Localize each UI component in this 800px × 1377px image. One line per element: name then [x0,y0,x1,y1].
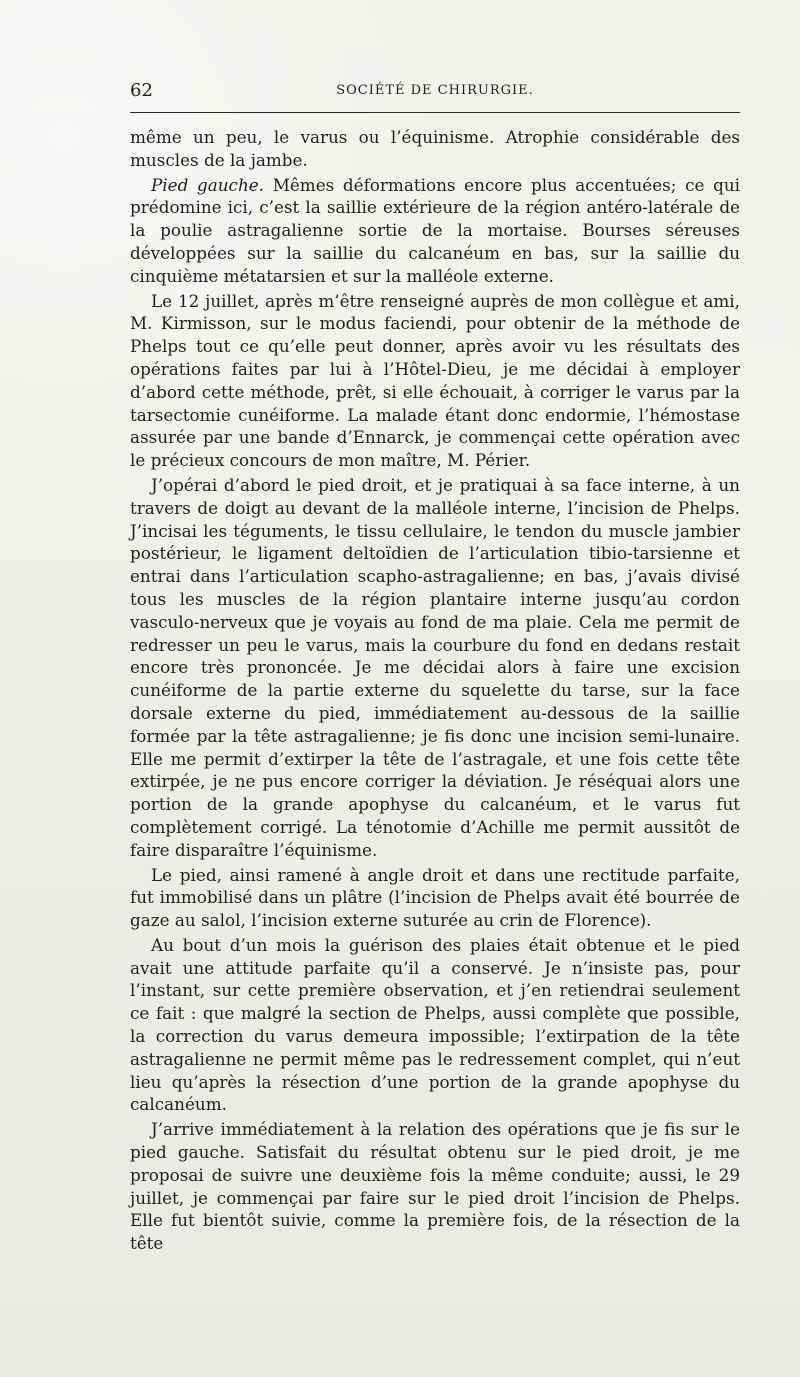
paragraph-1 [130,126,740,172]
paragraph-2-text: Mêmes déformations encore plus accentuées; ce qui prédomine ici, c’est la saillie extérieure de la région antéro-latérale de la poulie astragalienne sortie de la mortaise. Bourses séreuses développées sur la saillie du calcanéum en bas, sur la saillie du cinquième métatarsien et sur la malléole externe. [130,174,740,286]
paragraph-7-text: J’arrive immédiatement à la relation des opérations que je fis sur le pied gauche. Satisfait du résultat obtenu sur le pied droit, je me proposai de suivre une deuxième fois la même conduite; aussi, le 29 juillet, je commençai par faire sur le pied droit l’incision de Phelps. Elle fut bientôt suivie, comme la première fois, de la résection de la tête [130,1119,740,1254]
paragraph-6 [130,934,740,1116]
running-head: SOCIÉTÉ DE CHIRURGIE. [336,83,534,98]
page-header [130,80,740,102]
paragraph-5 [130,864,740,932]
paragraph-3-text: Le 12 juillet, après m’être renseigné auprès de mon collègue et ami, M. Kirmisson, sur le modus faciendi, pour obtenir de la méthode de Phelps tout ce qu’elle peut donner, après avoir vu les résultats des opérations faites par lui à l’Hôtel-Dieu, je me décidai à employer d’abord cette méthode, prêt, si elle échouait, à corriger le varus par la tarsectomie cunéiforme. La malade étant donc endormie, l’hémostase assurée par une bande d’Ennarck, je commençai cette opération avec le précieux concours de mon maître, M. Périer. [130,290,740,471]
paragraph-4 [130,474,740,862]
paragraph-1-text: même un peu, le varus ou l’équinisme. Atrophie considérable des muscles de la jambe. [130,127,740,170]
paragraph-7 [130,1118,740,1255]
paragraph-2 [130,174,740,288]
page-number: 62 [130,80,153,101]
body-text [130,126,740,1257]
header-rule [130,112,740,113]
paragraph-5-text: Le pied, ainsi ramené à angle droit et dans une rectitude parfaite, fut immobilisé dans un plâtre (l’incision de Phelps avait été bourrée de gaze au salol, l’incision externe suturée au crin de Florence). [130,864,740,931]
paragraph-3 [130,290,740,472]
paragraph-2-lead: Pied gauche. [151,174,265,195]
paragraph-4-text: J’opérai d’abord le pied droit, et je pratiquai à sa face interne, à un travers de doigt au devant de la malléole interne, l’incision de Phelps. J’incisai les téguments, le tissu cellulaire, le tendon du muscle jambier postérieur, le ligament deltoïdien de l’articulation tibio-tarsienne et entrai dans l’articulation scapho-astragalienne; en bas, j’avais divisé tous les muscles de la région plantaire interne jusqu’au cordon vasculo-nerveux que je voyais au fond de ma plaie. Cela me permit de redresser un peu le varus, mais la courbure du fond en dedans restait encore très prononcée. Je me décidai alors à faire une excision cunéiforme de la partie externe du squelette du tarse, sur la face dorsale externe du pied, immédiatement au-dessous de la saillie formée par la tête astragalienne; je fis donc une incision semi-lunaire. Elle me permit d’extirper la tête de l’astragale, et une fois cette tête extirpée, je ne pus encore corriger la déviation. Je réséquai alors une portion de la grande apophyse du calcanéum, et le varus fut complètement corrigé. La ténotomie d’Achille me permit aussitôt de faire disparaître l’équinisme. [130,474,740,860]
paragraph-6-text: Au bout d’un mois la guérison des plaies était obtenue et le pied avait une attitude parfaite qu’il a conservé. Je n’insiste pas, pour l’instant, sur cette première observation, et j’en retiendrai seulement ce fait : que malgré la section de Phelps, aussi complète que possible, la correction du varus demeura impossible; l’extirpation de la tête astragalienne ne permit même pas le redressement complet, qui n’eut lieu qu’après la résection d’une portion de la grande apophyse du calcanéum. [130,934,740,1115]
